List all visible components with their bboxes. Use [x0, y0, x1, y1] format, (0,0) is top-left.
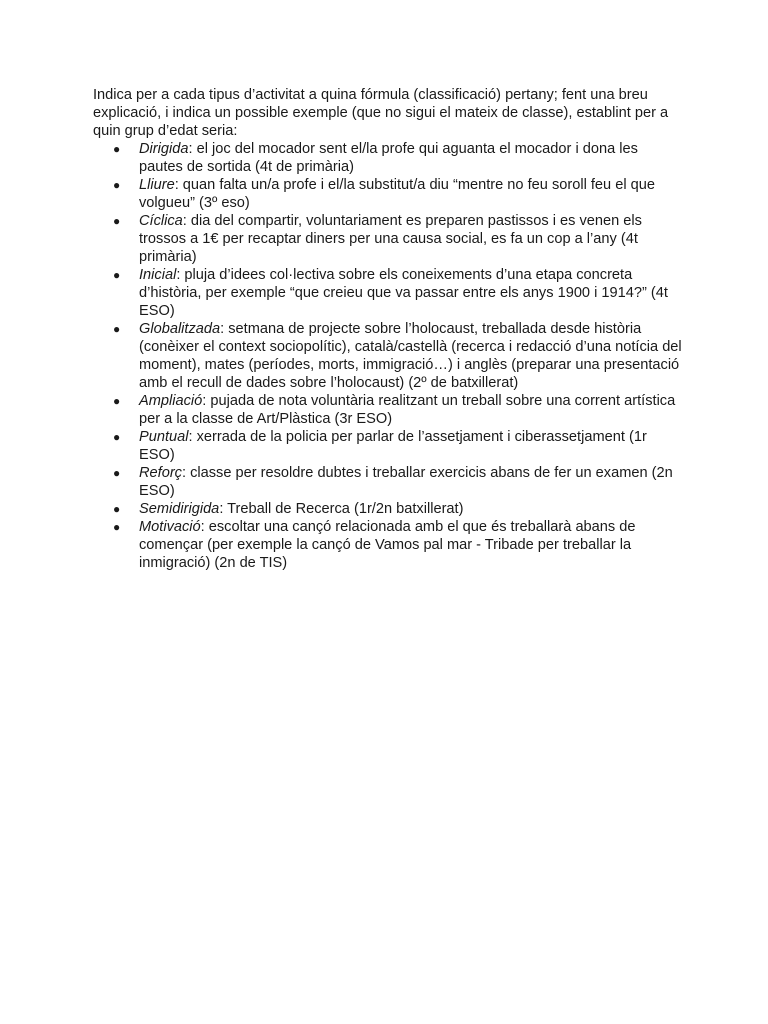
- activity-term: Cíclica: [139, 213, 183, 229]
- activity-term: Motivació: [139, 519, 201, 535]
- list-item: [93, 464, 683, 500]
- bullet-icon: ●: [113, 430, 121, 444]
- activity-description: : pujada de nota voluntària realitzant un treball sobre una corrent artística per a la classe de Art/Plàstica (3r ESO): [139, 393, 676, 427]
- activity-term: Inicial: [139, 267, 177, 283]
- bullet-icon: ●: [113, 502, 121, 516]
- activity-description: : xerrada de la policia per parlar de l’assetjament i ciberassetjament (1r ESO): [139, 429, 647, 463]
- list-item: [93, 392, 683, 428]
- list-item: [93, 518, 683, 572]
- bullet-icon: ●: [113, 178, 121, 192]
- list-item: [93, 176, 683, 212]
- bullet-icon: ●: [113, 214, 121, 228]
- bullet-icon: ●: [113, 142, 121, 156]
- activity-list: [93, 140, 683, 572]
- activity-term: Semidirigida: [139, 501, 220, 517]
- list-item: [93, 320, 683, 392]
- activity-description: : pluja d’idees col·lectiva sobre els coneixements d’una etapa concreta d’història, per exemple “que creieu que va passar entre els anys 1900 i 1914?” (4t ESO): [139, 267, 668, 319]
- bullet-icon: ●: [113, 394, 121, 408]
- activity-term: Dirigida: [139, 141, 189, 157]
- list-item: [93, 428, 683, 464]
- activity-description: : quan falta un/a profe i el/la substitut/a diu “mentre no feu soroll feu el que volgueu” (3º eso): [139, 177, 655, 211]
- activity-term: Reforç: [139, 465, 182, 481]
- list-item: [93, 140, 683, 176]
- activity-description: : classe per resoldre dubtes i treballar exercicis abans de fer un examen (2n ESO): [139, 465, 673, 499]
- activity-term: Globalitzada: [139, 321, 221, 337]
- activity-description: : el joc del mocador sent el/la profe qui aguanta el mocador i dona les pautes de sortida (4t de primària): [139, 141, 638, 175]
- activity-description: : escoltar una cançó relacionada amb el que és treballarà abans de començar (per exemple la cançó de Vamos pal mar - Tribade per treballar la inmigració) (2n de TIS): [139, 519, 636, 571]
- bullet-icon: ●: [113, 520, 121, 534]
- list-item: [93, 500, 683, 518]
- document-page: [93, 86, 683, 572]
- activity-description: : setmana de projecte sobre l’holocaust, treballada desde història (conèixer el context sociopolític), català/castellà (recerca i redacció d’una notícia del moment), mates (períodes, morts, immigració…) i anglès (preparar una presentació amb el recull de dades sobre l’holocaust) (2º de batxillerat): [139, 321, 682, 391]
- activity-term: Ampliació: [139, 393, 203, 409]
- activity-description: : dia del compartir, voluntariament es preparen pastissos i es venen els trossos a 1€ per recaptar diners per una causa social, es fa un cop a l’any (4t primària): [139, 213, 642, 265]
- bullet-icon: ●: [113, 322, 121, 336]
- activity-term: Puntual: [139, 429, 189, 445]
- list-item: [93, 212, 683, 266]
- intro-paragraph: Indica per a cada tipus d’activitat a quina fórmula (classificació) pertany; fent una breu explicació, i indica un possible exemple (que no sigui el mateix de classe), establint per a quin grup d’edat seria:: [93, 87, 669, 139]
- activity-description: : Treball de Recerca (1r/2n batxillerat): [219, 501, 464, 517]
- activity-term: Lliure: [139, 177, 175, 193]
- bullet-icon: ●: [113, 268, 121, 282]
- list-item: [93, 266, 683, 320]
- bullet-icon: ●: [113, 466, 121, 480]
